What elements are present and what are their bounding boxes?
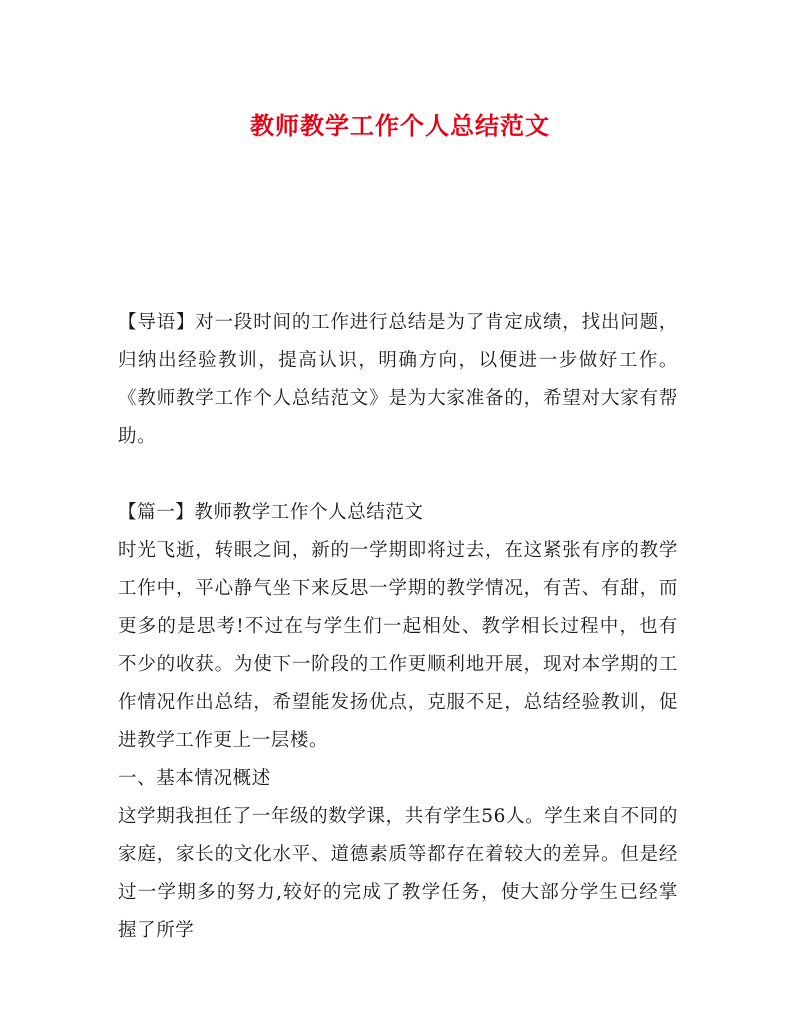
- body-paragraph: 时光飞逝，转眼之间，新的一学期即将过去，在这紧张有序的教学工作中，平心静气坐下来反思一学期的教学情况，有苦、有甜，而更多的是思考!不过在与学生们一起相处、教学相长过程中，也有不少的收获。为使下一阶段的工作更顺利地开展，现对本学期的工作情况作出总结，希望能发扬优点，克服不足，总结经验教训，促进教学工作更上一层楼。: [118, 540, 678, 751]
- body-paragraph: 这学期我担任了一年级的数学课，共有学生56人。学生来自不同的家庭，家长的文化水平、道德素质等都存在着较大的差异。但是经过一学期多的努力,较好的完成了教学任务，使大部分学生已经掌握了所学: [118, 806, 678, 941]
- section-heading: 【篇一】教师教学工作个人总结范文: [118, 502, 424, 523]
- document-body: [118, 304, 678, 950]
- subheading: 一、基本情况概述: [118, 768, 271, 789]
- intro-paragraph: 【导语】对一段时间的工作进行总结是为了肯定成绩，找出问题，归纳出经验教训，提高认识，明确方向，以便进一步做好工作。《教师教学工作个人总结范文》是为大家准备的，希望对大家有帮助。: [118, 312, 678, 447]
- paragraph-spacer: [118, 456, 678, 494]
- document-title: 教师教学工作个人总结范文: [250, 111, 550, 140]
